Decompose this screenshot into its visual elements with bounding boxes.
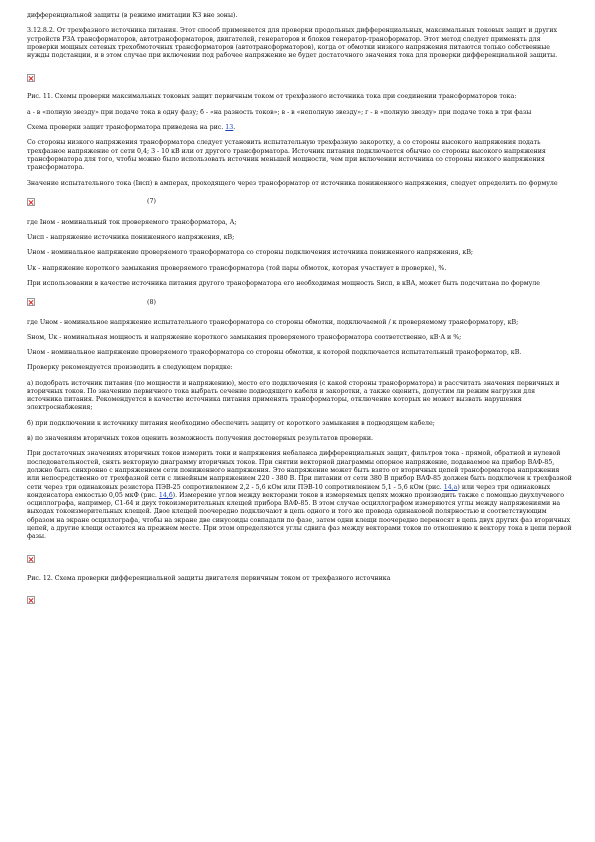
definition-unom-checked: Uном - номинальное напряжение проверяемого трансформатора со стороны обмотки, к которой подключается испытательный трансформатор, кВ. xyxy=(27,348,522,356)
paragraph-order: Проверку рекомендуется производить в следующем порядке: xyxy=(27,364,233,372)
measurement-text-3: ). Измерение углов между векторами токов в измеряемых цепях можно производить также с помощью двухлучевого осциллографа, например, С1-64 и двух токоизмерительных клещей прибора ВАФ-85. В этом случае осциллографом измеряются углы между напряжениями на выходах токоизмерительных клещей. Двое клещей поочередно подключают в цепь одного и того же провода одинаковой полярностью и соответствующим образом на экране осциллографа, чтобы на экране две синусоиды совпадали по фазе, затем одни клещи поочередно переносят в цепь двух других фаз вторичных цепей, а другие клещи остаются на прежнем месте. При этом определяются углы сдвига фаз между векторами токов по отношению к вектору тока в цепи первой фазы. xyxy=(27,491,572,541)
formula-8 xyxy=(27,295,572,309)
step-a: а) подобрать источник питания (по мощности и напряжению), место его подключения (с какой стороны трансформатора) и рассчитать значения первичных и вторичных токов. По значению первичного тока выбрать сечение подводящего кабеля и закоротки, а также оценить, допустим ли режим нагрузки для источника питания. Рекомендуется в качестве источника питания применять трансформаторы, отключение которых не может вызвать нарушения электроснабжения; xyxy=(27,379,560,412)
paragraph-test-current: Значение испытательного тока (Iисп) в амперах, проходящего через трансформатор от источника пониженного напряжения, следует определить по формуле xyxy=(27,179,558,187)
definition-snom-uk: Sном, Uк - номинальная мощность и напряжение короткого замыкания проверяемого трансформатора соответственно, кВ·А и %; xyxy=(27,333,462,341)
broken-image-icon xyxy=(27,198,35,206)
definition-uisp: Uисп - напряжение источника пониженного напряжения, кВ; xyxy=(27,234,235,242)
figure-11-image xyxy=(27,67,572,81)
definition-inom: где Iном - номинальный ток проверяемого трансформатора, А; xyxy=(27,218,237,226)
equation-number-8: (8) xyxy=(147,298,156,306)
definition-unom-test: где Uном - номинальное напряжение испытательного трансформатора со стороны обмотки, подключаемой / к проверяемому трансформатору, кВ; xyxy=(27,319,519,327)
equation-number-7: (7) xyxy=(147,198,156,206)
figure-14a-link[interactable]: 14,а xyxy=(443,483,458,491)
paragraph-other-source: При использовании в качестве источника питания другого трансформатора его необходимая мощность Sисп, в кВА, может быть подсчитана по формуле xyxy=(27,280,540,288)
figure-14b-link[interactable]: 14,б xyxy=(158,491,173,499)
scheme-ref-text: Схема проверки защит трансформатора приведена на рис. xyxy=(27,124,226,132)
figure-11-caption: Рис. 11. Схемы проверки максимальных токовых защит первичным током от трехфазного источника тока при соединении трансформаторов тока: xyxy=(27,93,517,101)
figure-12-image xyxy=(27,549,572,563)
figure-12-caption: Рис. 12. Схема проверки дифференциальной защиты двигателя первичным током от трехфазного источника xyxy=(27,574,391,582)
step-b: б) при подключении к источнику питания необходимо обеспечить защиту от короткого замыкания в подводящем кабеле; xyxy=(27,419,435,427)
paragraph-3-12-8-2: 3.12.8.2. От трехфазного источника питания. Этот способ применяется для проверки продольных дифференциальных, максимальных токовых защит и других устройств РЗА трансформаторов, автотрансформаторов, двигателей, генераторов и блоков генератор-трансформатор. Этот метод следует применять для проверки мощных сетевых трехобмоточных трансформаторов (автотрансформаторов), когда от обмотки низкого напряжения питаются только собственные нужды подстанции, и в этом случае при включении под рабочее напряжение не будет достаточного значения тока для проверки дифференциальной защиты. xyxy=(27,27,558,60)
figure-11-legend: а - в «полную звезду» при подаче тока в одну фазу; б - «на разность токов»; в - в «неполную звезду»; г - в «полную звезду» при подаче тока в три фазы xyxy=(27,108,532,116)
measurement-text-1: При достаточных значениях вторичных токов измерить токи и напряжения небаланса дифференциальных защит, фильтров тока - прямой, обратной и нулевой последовательностей, снять векторную диаграмму вторичных токов. При снятии векторной диаграммы опорное напряжение, подаваемое на прибор ВАФ-85, должно быть синхронно с напряжением сети пониженного напряжения. Это напряжение может быть взято от вторичных цепей трансформатора напряжения или непосредственно от трехфазной сети с линейным напряжением 220 - 380 В. При питании от сети 380 В прибор ВАФ-85 должен быть подключен к трехфазной сети через три одинаковых резистора ПЭВ-25 сопротивлением 2,2 - 5,6 кОм или ПЭВ-10 сопротивлением 5,1 - 5,6 кОм (рис. xyxy=(27,450,572,491)
measurement-text-2: ) или через три одинаковых конденсатора емкостью 0,05 мкФ (рис. xyxy=(27,483,551,499)
step-v: в) по значениям вторичных токов оценить возможность получения достоверных результатов проверки. xyxy=(27,435,374,443)
figure-13-link[interactable]: 13 xyxy=(225,124,234,132)
paragraph-intro-tail: дифференциальной защиты (в режиме имитации КЗ вне зоны). xyxy=(27,12,238,19)
broken-image-icon xyxy=(27,555,35,563)
paragraph-short-circuit: Со стороны низкого напряжения трансформатора следует установить испытательную трехфазную закоротку, а со стороны высокого напряжения подать трехфазное напряжение от сети 0,4; 3 - 10 кВ или от другого трансформатора. Источник питания подключается обычно со стороны высокого напряжения трансформатора для того, чтобы можно было использовать источник меньшей мощности, чем при включении источника со стороны низкого напряжения трансформатора. xyxy=(27,139,546,172)
document-page xyxy=(27,12,572,616)
broken-image-icon xyxy=(27,596,35,604)
next-figure-image xyxy=(27,590,572,604)
broken-image-icon xyxy=(27,298,35,306)
paragraph-scheme-ref xyxy=(27,124,572,132)
definition-unom: Uном - номинальное напряжение проверяемого трансформатора со стороны подключения источника пониженного напряжения, кВ; xyxy=(27,249,474,257)
scheme-ref-end: . xyxy=(233,124,236,132)
formula-7 xyxy=(27,195,572,209)
broken-image-icon xyxy=(27,74,35,82)
definition-uk: Uк - напряжение короткого замыкания проверяемого трансформатора (той пары обмоток, которая участвует в проверке), %. xyxy=(27,264,447,272)
paragraph-measurement xyxy=(27,450,572,541)
